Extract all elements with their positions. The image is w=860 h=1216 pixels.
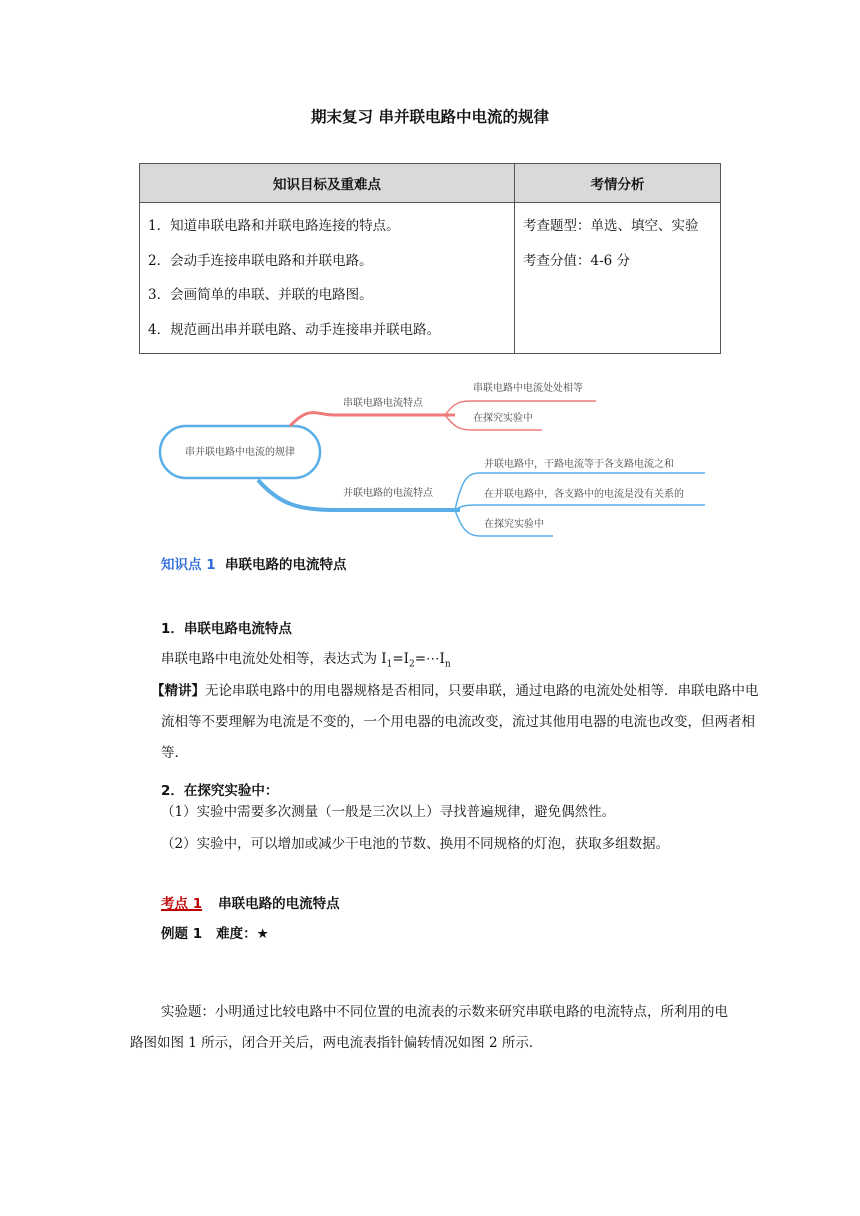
exam-point-label: 考点 1 bbox=[161, 896, 203, 912]
analysis-cell bbox=[515, 203, 721, 354]
goal-item: 2．会动手连接串联电路和并联电路。 bbox=[148, 252, 373, 269]
formula-tail: =⋯I bbox=[414, 651, 445, 667]
jingjiang-text: 无论串联电路中的用电器规格是否相同，只要串联，通过电路的电流处处相等．串联电路中电流相等不要理解为电流是不变的，一个用电器的电流改变，流过其他用电器的电流也改变，但两者相等． bbox=[161, 683, 759, 761]
goals-cell bbox=[140, 203, 515, 354]
explanation-paragraph bbox=[130, 676, 761, 769]
example-label: 例题 1 bbox=[161, 926, 203, 942]
mindmap-branch1-leaf1: 串联电路中电流处处相等 bbox=[473, 383, 583, 394]
mindmap-root-label: 串并联电路中电流的规律 bbox=[185, 447, 295, 458]
mindmap-branch2-label: 并联电路的电流特点 bbox=[343, 488, 433, 499]
subscript-1: 1 bbox=[386, 659, 393, 670]
mindmap-branch1-label: 串联电路电流特点 bbox=[343, 398, 423, 409]
table-header-analysis: 考情分析 bbox=[515, 164, 721, 203]
subscript-n: n bbox=[444, 659, 451, 670]
table-header-goals: 知识目标及重难点 bbox=[140, 164, 515, 203]
section2-heading: 2．在探究实验中： bbox=[161, 783, 279, 799]
example-heading bbox=[161, 922, 269, 942]
analysis-item: 考查分值：4-6 分 bbox=[523, 252, 631, 269]
mindmap-branch1-leaf2: 在探究实验中 bbox=[473, 413, 533, 424]
goal-item: 4．规范画出串并联电路、动手连接串并联电路。 bbox=[148, 321, 441, 338]
difficulty-label: 难度：★ bbox=[216, 926, 269, 942]
question-text: 实验题：小明通过比较电路中不同位置的电流表的示数来研究串联电路的电流特点，所利用的电路图如图 1 所示，闭合开关后，两电流表指针偏转情况如图 2 所示． bbox=[130, 1004, 728, 1051]
knowledge-point-heading bbox=[161, 553, 347, 573]
knowledge-point-label: 知识点 1 bbox=[161, 557, 216, 573]
goal-item: 1．知道串联电路和并联电路连接的特点。 bbox=[148, 218, 400, 234]
subscript-2: 2 bbox=[409, 659, 415, 670]
page-title: 期末复习 串并联电路中电流的规律 bbox=[311, 108, 549, 126]
jingjiang-label: 【精讲】 bbox=[151, 683, 205, 699]
goal-item: 3．会画简单的串联、并联的电路图。 bbox=[148, 287, 373, 303]
knowledge-point-title: 串联电路的电流特点 bbox=[225, 557, 347, 573]
objectives-table bbox=[139, 163, 721, 354]
mindmap-branch2-leaf2: 在并联电路中，各支路中的电流是没有关系的 bbox=[484, 489, 684, 500]
exam-point-title: 串联电路的电流特点 bbox=[218, 896, 340, 912]
section1-heading: 1．串联电路电流特点 bbox=[161, 621, 292, 637]
formula-text: 串联电路中电流处处相等，表达式为 I bbox=[161, 651, 387, 667]
experiment-item: （1）实验中需要多次测量（一般是三次以上）寻找普遍规律，避免偶然性。 bbox=[161, 804, 616, 820]
mindmap-branch2-leaf1: 并联电路中，干路电流等于各支路电流之和 bbox=[484, 459, 674, 470]
mindmap-branch2-leaf2-line bbox=[455, 505, 705, 510]
analysis-item: 考查题型：单选、填空、实验 bbox=[523, 218, 699, 234]
mindmap-branch1-line bbox=[290, 413, 455, 426]
mindmap-branch2-leaf3: 在探究实验中 bbox=[484, 519, 544, 530]
experiment-item: （2）实验中，可以增加或减少干电池的节数、换用不同规格的灯泡，获取多组数据。 bbox=[161, 836, 670, 852]
mind-map bbox=[150, 360, 720, 545]
formula-rest: =I bbox=[392, 651, 410, 667]
exam-point-heading bbox=[161, 892, 340, 912]
